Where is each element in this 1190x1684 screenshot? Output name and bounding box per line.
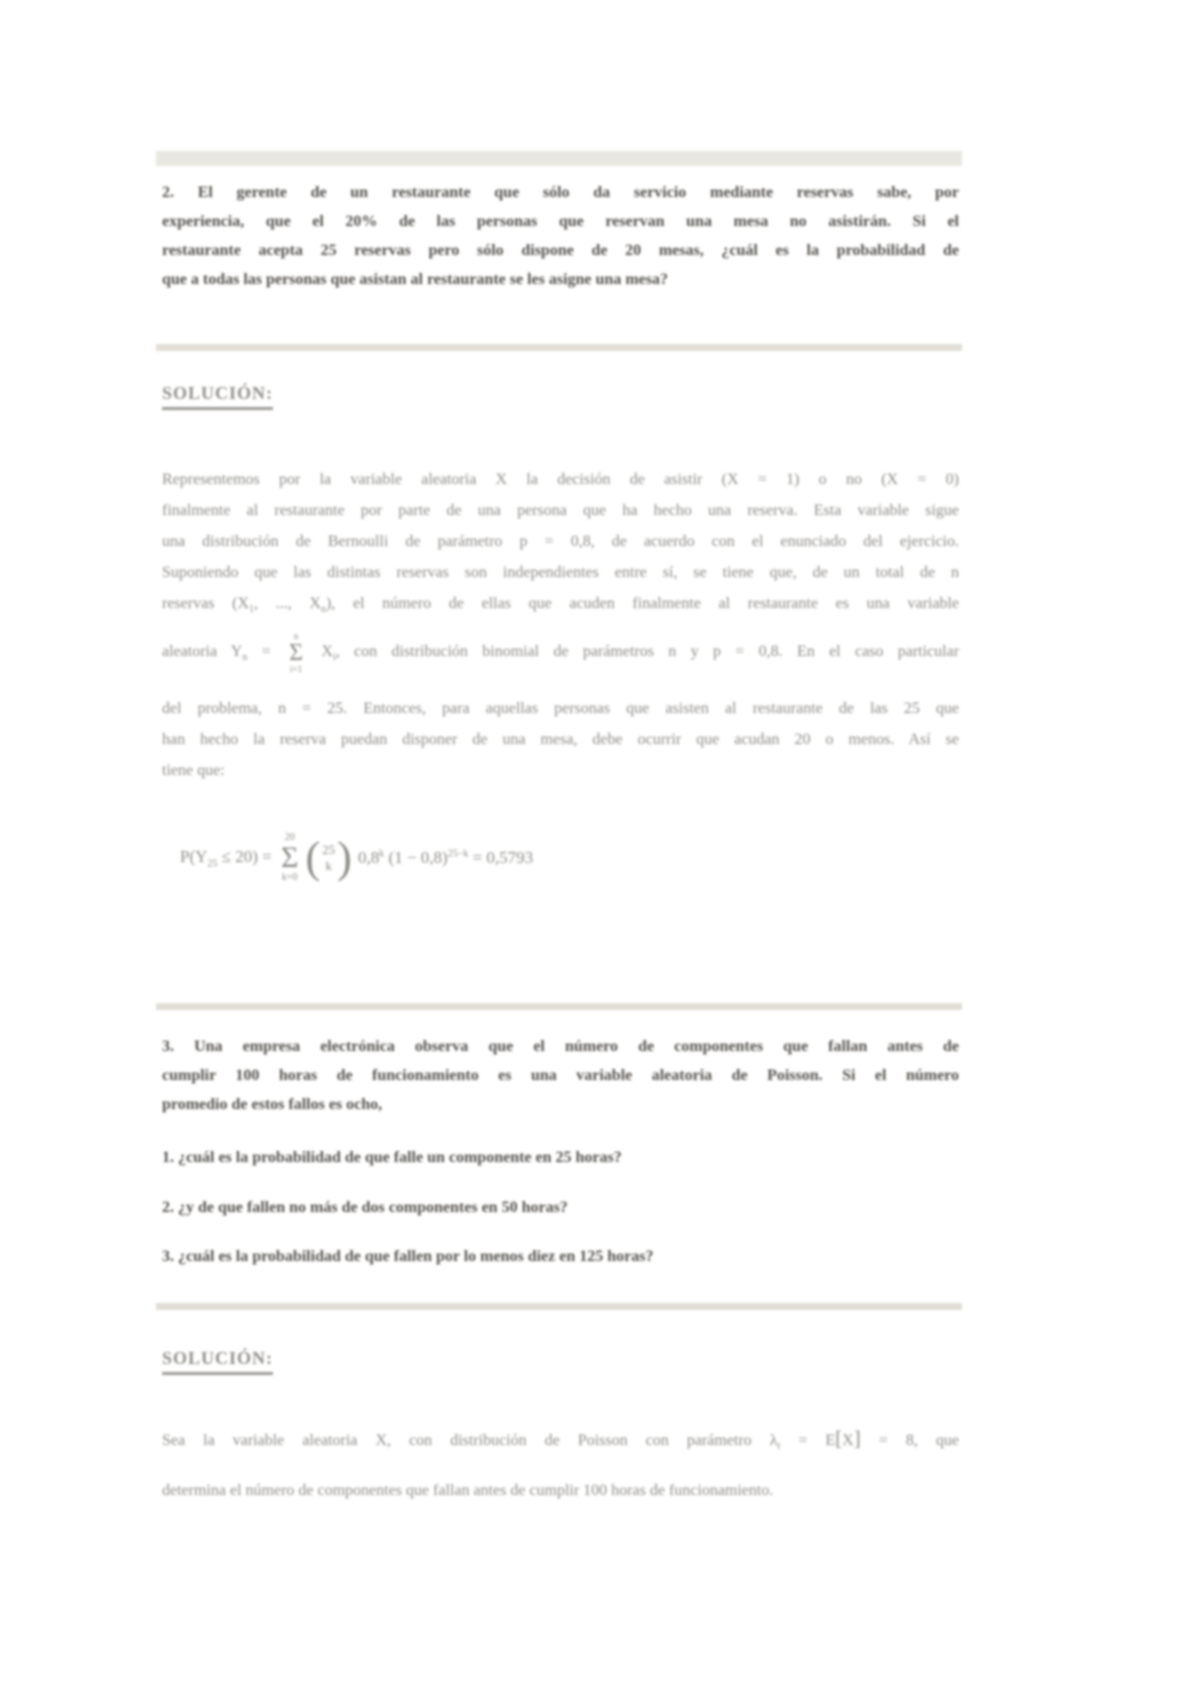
summation (281, 833, 298, 883)
problem3-question-3: 3. ¿cuál es la probabilidad de que fallen por lo menos diez en 125 horas? (162, 1248, 654, 1265)
sum-term: X (321, 643, 333, 661)
sum-lower-limit: i=1 (290, 663, 303, 674)
sum-lower-limit: k=0 (281, 872, 298, 883)
text-line: Suponiendo que las distintas reservas son independientes entre sí, se tiene que, de un total de n (162, 564, 959, 581)
poisson-text-post: = 8, que (860, 1432, 960, 1449)
section-divider-2 (156, 1003, 962, 1010)
text-line: 2. El gerente de un restaurante que sólo da servicio mediante reservas sabe, por (162, 184, 959, 201)
right-paren: ) (337, 833, 352, 883)
text-line: reservas ($X_1$, ..., $X_n$), el número de ellas que acuden finalmente al restaurante es una variable (162, 595, 959, 616)
text-line: finalmente al restaurante por parte de una persona que ha hecho una reserva. Esta variable sigue (162, 502, 959, 519)
solution3-line-1 (162, 1416, 959, 1469)
binomial-k: k (325, 858, 332, 873)
text-line: han hecho la reserva puedan disponer de una mesa, debe ocurrir que acudan 20 o menos. Así se (162, 731, 959, 749)
top-section-divider (156, 151, 962, 166)
text-line: promedio de estos fallos es ocho, (162, 1096, 383, 1113)
sigma-line-post: , con distribución binomial de parámetros n y p = 0,8. En el caso particular (335, 643, 960, 661)
solution2-paragraph (162, 464, 959, 786)
right-bracket: ] (853, 1426, 861, 1450)
sigma-line-pre: aleatoria Y (162, 643, 243, 661)
binomial-coefficient (305, 833, 352, 883)
binomial-n: 25 (322, 841, 336, 857)
solution2-lines-before (162, 464, 959, 625)
text-line: cumplir 100 horas de funcionamiento es una variable aleatoria de Poisson. Si el número (162, 1067, 959, 1084)
y-subscript: n (242, 652, 248, 664)
left-bracket: [ (835, 1426, 843, 1450)
solution3-paragraph (162, 1416, 959, 1513)
success-term: 0,8$^k$ (353, 848, 385, 867)
expectation-x: X (842, 1432, 854, 1449)
inline-summation (289, 632, 303, 674)
lambda-subscript: t (777, 1441, 781, 1453)
sigma-symbol: Σ (281, 841, 299, 874)
problem3-question-1: 1. ¿cuál es la probabilidad de que falle un componente en 25 horas? (162, 1149, 622, 1166)
text-line: 3. Una empresa electrónica observa que el número de componentes que fallan antes de (162, 1038, 959, 1055)
x-subscript: i (332, 652, 336, 664)
text-line: restaurante acepta 25 reservas pero sólo dispone de 20 mesas, ¿cuál es la probabilidad de (162, 242, 959, 259)
problem3-statement (162, 1032, 959, 1119)
solution-heading-1: SOLUCIÓN: (162, 383, 273, 410)
solution2-lines-after (162, 693, 959, 786)
text-line: del problema, n = 25. Entonces, para aquellas personas que asisten al restaurante de las 25 que (162, 700, 959, 718)
problem3-question-2: 2. ¿y de que fallen no más de dos componentes en 50 horas? (162, 1199, 568, 1216)
sum-upper-limit: 20 (284, 832, 295, 843)
poisson-text-pre: Sea la variable aleatoria X, con distribución de Poisson con parámetro λ (162, 1432, 778, 1449)
formula-lhs: $P(Y_{25} \le 20)$ = (180, 846, 276, 870)
sum-upper-limit: n (293, 630, 299, 641)
text-line: tiene que: (162, 762, 225, 780)
text-line: que a todas las personas que asistan al restaurante se les asigne una mesa? (162, 271, 668, 288)
binomial-stack (322, 842, 335, 875)
problem2-statement (162, 178, 959, 294)
failure-term: $(1 - 0,8)^{25-k}$ (384, 848, 469, 867)
left-paren: ( (305, 833, 321, 883)
binomial-probability-formula (180, 832, 533, 884)
solution-heading-2: SOLUCIÓN: (162, 1348, 273, 1375)
formula-result: = 0,5793 (468, 848, 534, 867)
sigma-symbol: Σ (289, 639, 304, 666)
sigma-line-eq: = (247, 643, 286, 661)
text-line: una distribución de Bernoulli de parámetro p = 0,8, de acuerdo con el enunciado del ejercicio. (162, 533, 959, 550)
text-line: Representemos por la variable aleatoria X la decisión de asistir (X = 1) o no (X = 0) (162, 471, 959, 488)
solution3-line-2: determina el número de componentes que fallan antes de cumplir 100 horas de funcionamiento. (162, 1482, 774, 1500)
expectation-e: = E (780, 1432, 836, 1449)
solution2-sigma-line (162, 625, 959, 685)
section-divider-1 (156, 344, 962, 351)
text-line: experiencia, que el 20% de las personas que reservan una mesa no asistirán. Si el (162, 213, 959, 230)
section-divider-3 (156, 1303, 962, 1310)
